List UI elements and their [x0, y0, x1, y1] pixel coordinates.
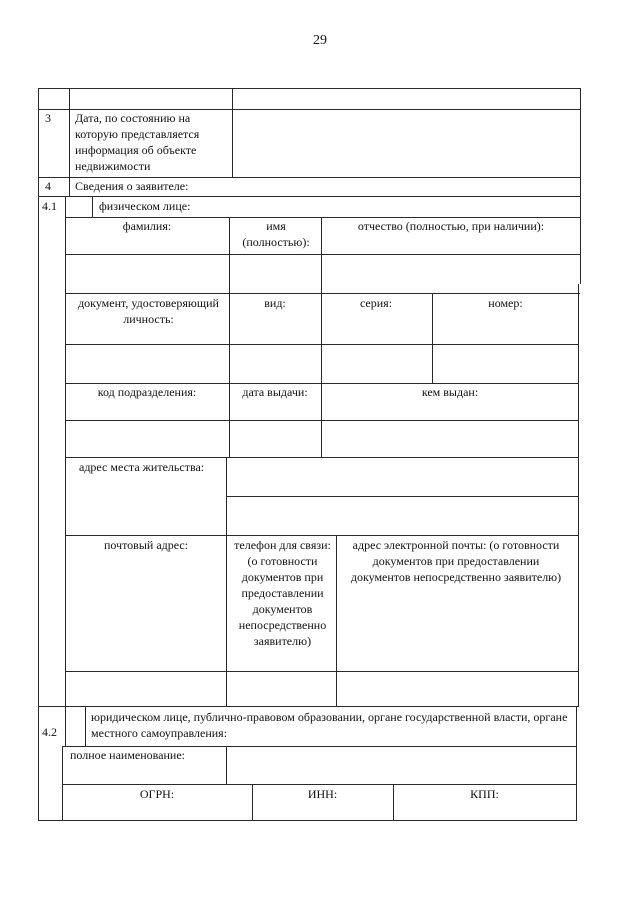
doc-type-label: вид: [264, 296, 286, 310]
name-field[interactable] [230, 255, 320, 292]
surname-field[interactable] [66, 255, 228, 292]
issue-date-field[interactable] [230, 421, 320, 456]
doc-series-label: серия: [359, 296, 393, 310]
full-name-label: полное наименование: [70, 748, 185, 762]
identity-document-field[interactable] [66, 345, 228, 382]
division-code-field[interactable] [66, 421, 228, 456]
row-3-label: Дата, по состоянию на которую представляется информация об объекте недвижимости [75, 111, 200, 173]
surname-label: фамилия: [122, 219, 172, 233]
phone-field[interactable] [227, 672, 335, 705]
individual-label: физическом лице: [99, 199, 191, 213]
row-3-number: 3 [45, 111, 51, 125]
inn-label: ИНН: [307, 787, 338, 801]
issue-date-label: дата выдачи: [242, 385, 308, 399]
phone-label: телефон для связи: (о готовности документов при предоставлении документов непосредственно заявителю) [234, 538, 331, 648]
row-4-label: Сведения о заявителе: [75, 179, 189, 193]
residence-address-label: адрес места жительства: [79, 460, 205, 474]
division-code-label: код подразделения: [97, 385, 197, 399]
ogrn-label: ОГРН: [139, 787, 175, 801]
email-label: адрес электронной почты: (о готовности документов при предоставлении документов непосредственно заявителю) [350, 538, 562, 584]
patronymic-label: отчество (полностью, при наличии): [357, 219, 545, 233]
identity-document-label: документ, удостоверяющий личность: [78, 296, 219, 326]
doc-series-field[interactable] [322, 345, 431, 382]
issued-by-field[interactable] [322, 421, 577, 456]
legal-entity-checkbox[interactable] [66, 707, 84, 745]
full-name-field[interactable] [227, 747, 575, 783]
postal-address-label: почтовый адрес: [103, 538, 189, 552]
row-4-1-number: 4.1 [42, 199, 57, 213]
kpp-label: КПП: [470, 787, 499, 801]
doc-number-field[interactable] [433, 345, 577, 382]
doc-type-field[interactable] [230, 345, 320, 382]
row-4-2-number: 4.2 [42, 725, 57, 739]
patronymic-field[interactable] [322, 255, 579, 292]
doc-number-label: номер: [488, 296, 523, 310]
row-4-number: 4 [45, 179, 51, 193]
postal-address-field[interactable] [66, 672, 225, 705]
row-3-date-field[interactable] [233, 110, 579, 176]
legal-entity-label: юридическом лице, публично-правовом образовании, органе государственной власти, органе местного самоуправления: [91, 710, 568, 740]
issued-by-label: кем выдан: [421, 385, 479, 399]
page-number: 29 [313, 33, 327, 48]
residence-address-field[interactable] [227, 458, 577, 534]
individual-checkbox[interactable] [70, 200, 88, 214]
name-label: имя (полностью): [242, 219, 310, 249]
email-field[interactable] [337, 672, 577, 705]
